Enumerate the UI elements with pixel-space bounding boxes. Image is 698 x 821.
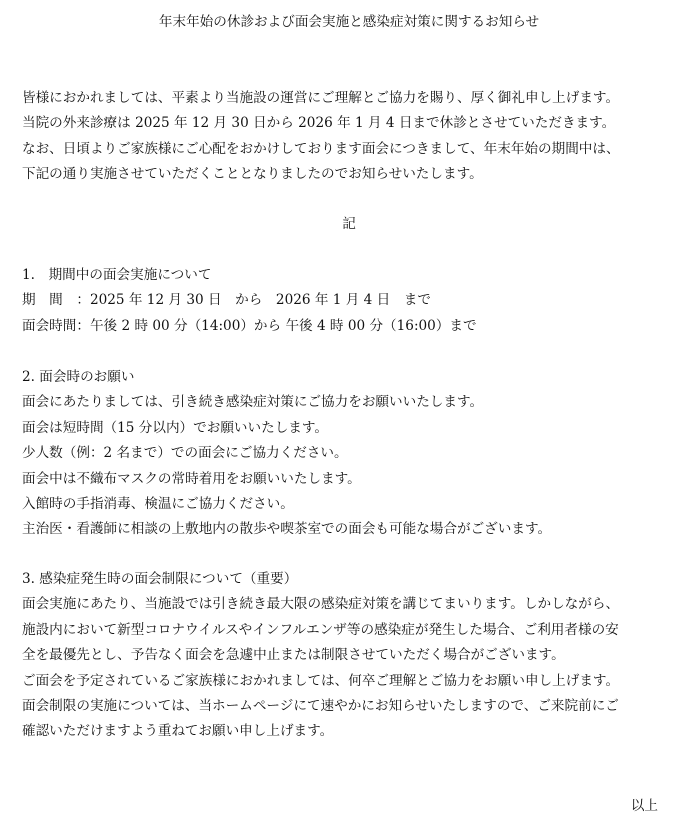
restriction-line: 施設内において新型コロナウイルスやインフルエンザ等の感染症が発生した場合、ご利用者様の安 [22,621,619,638]
section-1 [22,263,682,339]
request-item: 面会にあたりましては、引き続き感染症対策にご協力をお願いいたします。 [22,394,484,411]
intro-paragraph [22,86,682,188]
request-item: 面会は短時間（15 分以内）でお願いいたします。 [22,419,328,436]
intro-line: なお、日頃よりご家族様にご心配をおかけしております面会につきまして、年末年始の期間中は、 [22,140,620,157]
restriction-line: 確認いただけますよう重ねてお願い申し上げます。 [22,723,334,740]
restriction-line: 面会実施にあたり、当施設では引き続き最大限の感染症対策を講じてまいります。しかしながら、 [22,596,620,613]
restriction-line: 面会制限の実施については、当ホームページにて速やかにお知らせいたしますので、ご来院前にご [22,697,619,714]
request-item: 面会中は不織布マスクの常時着用をお願いいたします。 [22,470,361,487]
section-2 [22,365,682,543]
section-1-heading: 1. 期間中の面会実施について [22,267,212,283]
restriction-line: 全を最優先とし、予告なく面会を急遽中止または制限させていただく場合がございます。 [22,647,565,664]
intro-line: 当院の外来診療は 2025 年 12 月 30 日から 2026 年 1 月 4 日まで休診とさせていただきます。 [22,115,616,132]
ki-marker: 記 [342,216,356,232]
intro-line: 下記の通り実施させていただくこととなりましたのでお知らせいたします。 [22,166,483,183]
visit-period: 期 間 ：2025 年 12 月 30 日 から 2026 年 1 月 4 日 まで [22,292,431,309]
request-item: 主治医・看護師に相談の上敷地内の散歩や喫茶室での面会も可能な場合がございます。 [22,521,552,538]
visit-hours: 面会時間：午後 2 時 00 分（14:00）から 午後 4 時 00 分（16:00）まで [22,317,477,334]
section-3 [22,567,682,745]
intro-line: 皆様におかれましては、平素より当施設の運営にご理解とご協力を賜り、厚く御礼申し上げます。 [22,90,620,106]
restriction-line: ご面会を予定されているご家族様におかれましては、何卒ご理解とご協力をお願い申し上げます。 [22,672,620,689]
document-title: 年末年始の休診および面会実施と感染症対策に関するお知らせ [158,14,540,30]
request-item: 少人数（例：2 名まで）での面会にご協力ください。 [22,445,348,462]
section-3-heading: 3. 感染症発生時の面会制限について（重要） [22,571,298,587]
request-item: 入館時の手指消毒、検温にご協力ください。 [22,495,294,512]
section-2-heading: 2. 面会時のお願い [22,369,135,385]
closing-mark: 以上 [630,798,658,814]
